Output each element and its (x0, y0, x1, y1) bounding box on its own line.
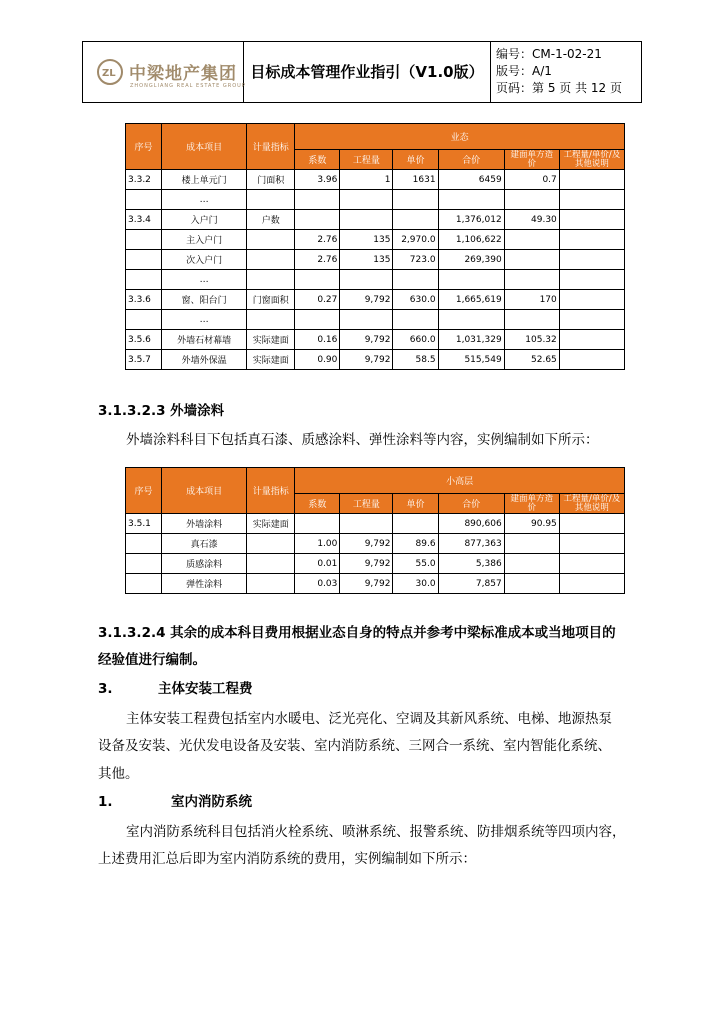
cell-total: 1,031,329 (438, 330, 504, 350)
cell-unit (247, 554, 295, 574)
col-header-price: 单价 (393, 494, 438, 514)
cell-item: 弹性涂料 (162, 574, 247, 594)
cell-total (438, 270, 504, 290)
cell-coef (295, 190, 340, 210)
cell-price: 723.0 (393, 250, 438, 270)
cell-seq: 3.5.1 (126, 514, 162, 534)
cell-per-area: 52.65 (504, 350, 559, 370)
cell-note (559, 574, 624, 594)
svg-text:ZL: ZL (102, 68, 116, 79)
cell-qty: 1 (340, 170, 393, 190)
cell-per-area (504, 230, 559, 250)
cell-item: 主入户门 (162, 230, 247, 250)
cell-coef: 0.01 (295, 554, 340, 574)
cell-price: 2,970.0 (393, 230, 438, 250)
cell-total: 269,390 (438, 250, 504, 270)
section-number-fire: 1. (98, 794, 113, 810)
logo-english-name: ZHONGLIANG REAL ESTATE GROUP (130, 83, 246, 89)
cell-total: 877,363 (438, 534, 504, 554)
cell-unit: 实际建面 (247, 350, 295, 370)
cell-qty (340, 190, 393, 210)
cell-note (559, 514, 624, 534)
cell-item: 窗、阳台门 (162, 290, 247, 310)
table-row (126, 574, 625, 594)
cell-qty: 9,792 (340, 574, 393, 594)
cell-per-area (504, 554, 559, 574)
cell-item: 外墙石材幕墙 (162, 330, 247, 350)
cell-qty (340, 270, 393, 290)
cell-seq: 3.3.2 (126, 170, 162, 190)
cell-per-area: 90.95 (504, 514, 559, 534)
cost-table-doors-walls (125, 123, 625, 370)
cell-note (559, 330, 624, 350)
cell-total: 1,106,622 (438, 230, 504, 250)
cell-coef: 0.03 (295, 574, 340, 594)
cell-seq (126, 310, 162, 330)
cell-note (559, 350, 624, 370)
section-body-fire-line1: 室内消防系统科目包括消火栓系统、喷淋系统、报警系统、防排烟系统等四项内容， (126, 824, 626, 840)
cell-price: 630.0 (393, 290, 438, 310)
cell-price: 58.5 (393, 350, 438, 370)
cell-per-area (504, 190, 559, 210)
cell-per-area (504, 534, 559, 554)
cell-coef: 2.76 (295, 230, 340, 250)
cell-per-area (504, 310, 559, 330)
cell-price: 55.0 (393, 554, 438, 574)
col-header-unit: 计量指标 (247, 124, 295, 170)
section-body-installation-line3: 其他。 (98, 766, 139, 782)
cell-unit (247, 230, 295, 250)
cell-coef: 2.76 (295, 250, 340, 270)
cell-unit (247, 190, 295, 210)
cell-seq (126, 190, 162, 210)
col-header-qty: 工程量 (340, 494, 393, 514)
cell-unit: 户数 (247, 210, 295, 230)
cell-note (559, 250, 624, 270)
col-header-total: 合价 (438, 150, 504, 170)
cell-price (393, 310, 438, 330)
cell-total (438, 310, 504, 330)
table-row (126, 290, 625, 310)
col-header-coef: 系数 (295, 150, 340, 170)
section-body-installation-line2: 设备及安装、光伏发电设备及安装、室内消防系统、三网合一系统、室内智能化系统、 (98, 738, 611, 754)
cell-item: … (162, 270, 247, 290)
cell-per-area: 0.7 (504, 170, 559, 190)
cell-coef: 3.96 (295, 170, 340, 190)
col-header-qty: 工程量 (340, 150, 393, 170)
cell-note (559, 190, 624, 210)
table-row (126, 230, 625, 250)
table-row (126, 514, 625, 534)
table-row (126, 554, 625, 574)
cell-total: 7,857 (438, 574, 504, 594)
cell-per-area: 105.32 (504, 330, 559, 350)
document-title: 目标成本管理作业指引（V1.0版） (244, 42, 491, 102)
cell-item: 外墙外保温 (162, 350, 247, 370)
page-number: 页码：第 5 页 共 12 页 (496, 81, 622, 95)
cell-total: 5,386 (438, 554, 504, 574)
table-row (126, 330, 625, 350)
cell-total: 1,665,619 (438, 290, 504, 310)
col-header-unit: 计量指标 (247, 468, 295, 514)
cell-per-area: 49.30 (504, 210, 559, 230)
cell-price (393, 514, 438, 534)
cell-seq: 3.5.7 (126, 350, 162, 370)
cell-qty: 135 (340, 230, 393, 250)
cell-unit: 门面积 (247, 170, 295, 190)
cell-seq: 3.5.6 (126, 330, 162, 350)
cell-seq: 3.3.6 (126, 290, 162, 310)
cell-price (393, 190, 438, 210)
cell-qty: 9,792 (340, 350, 393, 370)
document-version: 版号：A/1 (496, 64, 552, 78)
cell-note (559, 170, 624, 190)
cell-coef: 0.16 (295, 330, 340, 350)
document-header (82, 41, 642, 103)
cell-per-area: 170 (504, 290, 559, 310)
cell-unit (247, 270, 295, 290)
cell-item: … (162, 190, 247, 210)
table-row (126, 250, 625, 270)
cell-note (559, 534, 624, 554)
cell-item: 质感涂料 (162, 554, 247, 574)
cell-qty: 135 (340, 250, 393, 270)
cell-price: 660.0 (393, 330, 438, 350)
table-row (126, 310, 625, 330)
cell-seq: 3.3.4 (126, 210, 162, 230)
cell-total: 890,606 (438, 514, 504, 534)
cell-qty (340, 514, 393, 534)
cell-qty (340, 310, 393, 330)
cell-per-area (504, 250, 559, 270)
cell-item: 入户门 (162, 210, 247, 230)
cell-price (393, 210, 438, 230)
col-header-seq: 序号 (126, 468, 162, 514)
col-header-price: 单价 (393, 150, 438, 170)
col-header-per-area: 建面单方造价 (504, 150, 559, 170)
document-meta (491, 42, 641, 102)
cell-qty (340, 210, 393, 230)
cell-seq (126, 554, 162, 574)
cell-unit (247, 310, 295, 330)
cost-table-exterior-coating (125, 467, 625, 594)
cell-coef (295, 270, 340, 290)
section-body-fire-line2: 上述费用汇总后即为室内消防系统的费用，实例编制如下所示： (98, 851, 476, 867)
cell-unit (247, 574, 295, 594)
cell-seq (126, 534, 162, 554)
table-row (126, 534, 625, 554)
cell-per-area (504, 574, 559, 594)
cell-note (559, 310, 624, 330)
col-header-seq: 序号 (126, 124, 162, 170)
cell-per-area (504, 270, 559, 290)
cell-coef (295, 514, 340, 534)
cell-price: 1631 (393, 170, 438, 190)
cell-coef (295, 210, 340, 230)
cell-unit (247, 534, 295, 554)
cell-unit: 实际建面 (247, 330, 295, 350)
cell-note (559, 210, 624, 230)
col-header-group: 业态 (295, 124, 625, 150)
cell-total: 515,549 (438, 350, 504, 370)
cell-total (438, 190, 504, 210)
cell-qty: 9,792 (340, 534, 393, 554)
col-header-item: 成本项目 (162, 468, 247, 514)
cell-unit: 实际建面 (247, 514, 295, 534)
cell-coef: 0.27 (295, 290, 340, 310)
col-header-per-area: 建面单方造价 (504, 494, 559, 514)
cell-unit: 门窗面积 (247, 290, 295, 310)
table-row (126, 210, 625, 230)
col-header-item: 成本项目 (162, 124, 247, 170)
cell-coef (295, 310, 340, 330)
section-heading-other-costs-line1: 3.1.3.2.4 其余的成本科目费用根据业态自身的特点并参考中梁标准成本或当地项目的 (98, 625, 616, 641)
cell-coef: 1.00 (295, 534, 340, 554)
cell-item: 真石漆 (162, 534, 247, 554)
company-logo (83, 42, 244, 102)
cell-item: … (162, 310, 247, 330)
cell-qty: 9,792 (340, 554, 393, 574)
cell-qty: 9,792 (340, 290, 393, 310)
cell-total: 1,376,012 (438, 210, 504, 230)
table-row (126, 350, 625, 370)
cell-price (393, 270, 438, 290)
cell-note (559, 290, 624, 310)
table-header-row (126, 124, 625, 150)
cell-seq (126, 250, 162, 270)
section-heading-fire: 室内消防系统 (171, 794, 252, 810)
table-header-row (126, 468, 625, 494)
cell-unit (247, 250, 295, 270)
section-heading-exterior-coating: 3.1.3.2.3 外墙涂料 (98, 403, 225, 419)
cell-item: 外墙涂料 (162, 514, 247, 534)
col-header-coef: 系数 (295, 494, 340, 514)
section-heading-installation: 主体安装工程费 (158, 681, 253, 697)
col-header-group: 小高层 (295, 468, 625, 494)
cell-price: 89.6 (393, 534, 438, 554)
cell-note (559, 554, 624, 574)
cell-total: 6459 (438, 170, 504, 190)
company-logo-icon (96, 59, 124, 85)
cell-seq (126, 574, 162, 594)
document-code: 编号：CM-1-02-21 (496, 47, 602, 61)
cell-price: 30.0 (393, 574, 438, 594)
section-body-exterior-coating: 外墙涂料科目下包括真石漆、质感涂料、弹性涂料等内容，实例编制如下所示： (126, 432, 599, 448)
col-header-note: 工程量/单价/及其他说明 (559, 150, 624, 170)
logo-chinese-name: 中梁地产集团 (129, 64, 237, 84)
cell-seq (126, 230, 162, 250)
table-row (126, 190, 625, 210)
section-number-installation: 3. (98, 681, 113, 697)
cell-item: 楼上单元门 (162, 170, 247, 190)
cell-note (559, 270, 624, 290)
section-body-installation-line1: 主体安装工程费包括室内水暖电、泛光亮化、空调及其新风系统、电梯、地源热泵 (126, 711, 612, 727)
col-header-note: 工程量/单价/及其他说明 (559, 494, 624, 514)
cell-note (559, 230, 624, 250)
table-row (126, 270, 625, 290)
section-heading-other-costs-line2: 经验值进行编制。 (98, 652, 206, 668)
table-row (126, 170, 625, 190)
cell-qty: 9,792 (340, 330, 393, 350)
cell-seq (126, 270, 162, 290)
cell-item: 次入户门 (162, 250, 247, 270)
cell-coef: 0.90 (295, 350, 340, 370)
col-header-total: 合价 (438, 494, 504, 514)
